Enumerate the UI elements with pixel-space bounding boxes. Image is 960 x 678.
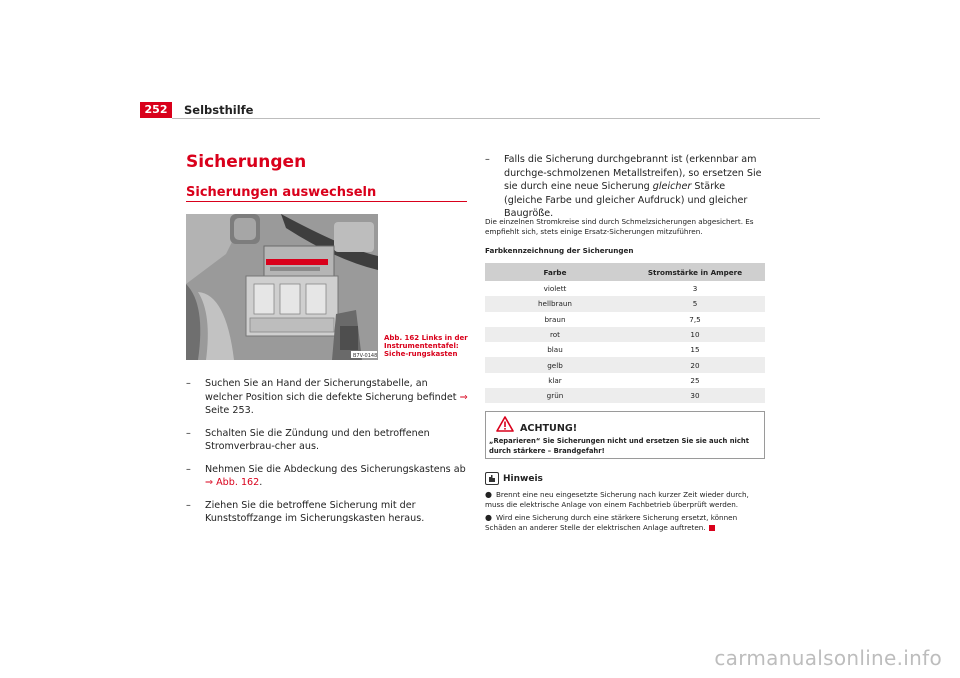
table-row xyxy=(485,388,765,403)
list-dash: – xyxy=(186,499,191,511)
header-title: Selbsthilfe xyxy=(184,103,254,117)
cell-color: braun xyxy=(544,314,566,324)
subsection-divider xyxy=(186,201,467,202)
warning-header xyxy=(496,416,577,436)
list-item xyxy=(186,427,468,454)
cell-color: klar xyxy=(548,375,562,385)
list-dash: – xyxy=(186,378,191,389)
list-item xyxy=(186,377,468,418)
figure-reference-link[interactable]: Abb. 162 xyxy=(216,477,260,488)
step-tail: . xyxy=(250,405,254,416)
page-number: 252 xyxy=(140,102,172,118)
table-row xyxy=(485,342,765,357)
column-header-color: Farbe xyxy=(485,263,625,281)
list-dash: – xyxy=(186,427,191,439)
cell-ampere: 5 xyxy=(625,296,765,311)
cell-ampere: 10 xyxy=(625,327,765,342)
table-row xyxy=(485,296,765,311)
step-text: Schalten Sie die Zündung und den betroffenen Stromverbrau-cher aus. xyxy=(205,427,430,452)
cell-color: hellbraun xyxy=(485,296,625,311)
cell-color: grün xyxy=(485,388,625,403)
cell-ampere: 3 xyxy=(692,284,698,294)
cell-ampere: 20 xyxy=(625,357,765,372)
note-hand-icon xyxy=(485,472,499,485)
note-header xyxy=(485,471,543,487)
section-title: Sicherungen xyxy=(186,152,307,172)
emphasis-text: gleicher xyxy=(652,181,692,192)
warning-text: „Reparieren“ Sie Sicherungen nicht und ersetzen Sie sie auch nicht durch stärkere – Brandgefahr! xyxy=(489,437,749,455)
intro-text: Die einzelnen Stromkreise sind durch Schmelzsicherungen abgesichert. Es empfiehlt sich, stets einige Ersatz-Sicherungen mitzuführen. xyxy=(485,217,754,236)
note-title: Hinweis xyxy=(503,474,543,484)
note-text: Brennt eine neu eingesetzte Sicherung nach kurzer Zeit wieder durch, muss die elektrische Anlage von einem Fachbetrieb überprüft werden. xyxy=(485,490,749,509)
list-item xyxy=(485,513,765,533)
list-dash: – xyxy=(186,463,191,475)
step-text: Nehmen Sie die Abdeckung des Sicherungskastens ab xyxy=(205,463,466,475)
cell-color: blau xyxy=(547,345,563,355)
figure-caption: Abb. 162 Links in der Instrumententafel: Siche-rungskasten xyxy=(384,334,468,358)
cell-color: gelb xyxy=(485,357,625,372)
step-text: Falls die Sicherung durchgebrannt ist (erkennbar am durchge-schmolzenen Metallstreifen), so ersetzen Sie sie durch eine neue Sicherung xyxy=(504,154,762,192)
step-text: Suchen Sie an Hand der Sicherungstabelle, an welcher Position sich die defekte Sicherung befindet xyxy=(205,378,460,403)
step-text-end: Stärke (gleiche Farbe und gleicher Aufdruck) und gleicher Baugröße. xyxy=(504,181,748,219)
warning-box xyxy=(485,411,765,459)
right-column-step xyxy=(485,153,765,221)
list-item xyxy=(186,463,468,490)
page-reference[interactable]: Seite 253 xyxy=(205,405,251,416)
list-item xyxy=(186,499,468,526)
header-divider xyxy=(172,118,820,119)
cell-ampere: 15 xyxy=(690,345,700,355)
table-row xyxy=(485,281,765,296)
fuse-box-figure xyxy=(186,214,378,360)
cell-ampere: 25 xyxy=(690,375,700,385)
bullet-icon: ● xyxy=(485,490,492,499)
cell-ampere: 30 xyxy=(625,388,765,403)
table-row xyxy=(485,357,765,372)
list-dash: – xyxy=(485,154,490,165)
cell-color: rot xyxy=(485,327,625,342)
warning-title: ACHTUNG! xyxy=(520,423,578,434)
list-item xyxy=(485,153,765,221)
note-text: Wird eine Sicherung durch eine stärkere Sicherung ersetzt, können Schäden an anderer Stelle der elektrischen Anlage auftreten. xyxy=(485,513,738,532)
step-text: Ziehen Sie die betroffene Sicherung mit der Kunststoffzange im Sicherungskasten heraus. xyxy=(205,499,425,524)
bullet-icon: ● xyxy=(485,513,492,522)
list-item xyxy=(485,490,765,510)
arrow-icon: ⇒ xyxy=(205,477,214,488)
cell-color: violett xyxy=(543,284,567,294)
watermark: carmanualsonline.info xyxy=(714,646,942,670)
cell-ampere: 7,5 xyxy=(689,314,701,324)
table-row xyxy=(485,373,765,388)
table-row xyxy=(485,312,765,327)
table-heading: Farbkennzeichnung der Sicherungen xyxy=(485,246,634,255)
end-marker-icon xyxy=(709,525,715,531)
step-list-left xyxy=(186,377,468,535)
arrow-icon: ⇒ xyxy=(459,391,468,403)
table-row xyxy=(485,327,765,342)
column-header-current: Stromstärke in Ampere xyxy=(625,263,765,281)
step-tail: . xyxy=(259,477,263,488)
note-list xyxy=(485,490,765,536)
fuse-color-table xyxy=(485,263,765,403)
subsection-title: Sicherungen auswechseln xyxy=(186,185,377,200)
figure-code: B7V-0148 xyxy=(353,353,378,359)
